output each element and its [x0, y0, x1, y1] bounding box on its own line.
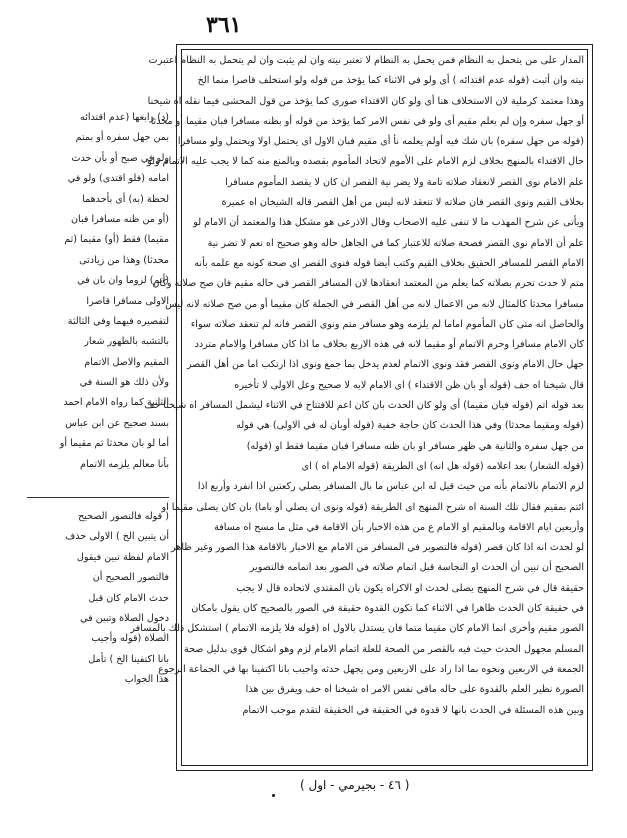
side-note-line: ولأن ذلك هو السنة في [79, 377, 169, 389]
main-text-line: وبين هذه المسئلة في الحدث بانها لا قدوة في الحقيقة في الحقيقة لتقدم موجب الاتمام [242, 704, 584, 716]
main-text-line: بعد قوله اتم (قوله فيان مقيما) أى ولو كان الحدث بان كان اعم للافتتاح في الاثناء ليشمل المسافر اه شيخنا حف [144, 400, 584, 412]
main-text-line: من جهل سفره والثانية هي ظهر مسافر او بان ظنه مسافرا فبان مقيما فقط او (قوله) [246, 440, 584, 452]
main-text-line: حقيقة قال في شرح المنهج يصلى لحدث او الاكراه يكون بان المقتدى لاتحاده قال لا يجب [236, 582, 584, 594]
side-note-line: لتقصيره فيهما وفي الثالثة [67, 315, 169, 327]
side-note-divider [27, 497, 169, 498]
main-text-line: والحاصل انه متى كان المأموم اماما لم يلزمه وهو مسافر متم ونوى القصر فانه لم تنعقد صلاته سواء [190, 318, 584, 330]
main-text-line: متم لا حدث تحرم بصلاته كما يعلم من المعتمد انعقادها لان المسافر القصر في حاله مقيم فان صح صلاته وكان [152, 278, 584, 290]
side-note-footnote [27, 507, 169, 691]
main-text-line: (قوله الشعار) بعد اعلامه (قوله هل انه) اى الطريقة (قوله الامام اه ) اى [301, 460, 584, 472]
main-text-line: جهل حال الامام ونوى القصر فقد ونوى الاتمام لعدم يدخل بما جمع ونوى اذا ارتكب اما من أهل القصر [186, 359, 584, 371]
main-text-line: حال الاقتداء بالمنهج بخلاف لزم الامام على الأموم لاتحاد المأموم بقصده وبالمنع منه كما لا يجب عليه الاتمام ولو [147, 156, 584, 168]
side-note-line: مقيما) فقط (أو) مقيما (ثم [64, 234, 169, 246]
main-text-line: علم الامام نوى القصر لانعقاد صلاته تامة ولا يضر نية القصر ان كان لا يقصد المأموم مسافرا [225, 176, 584, 188]
page-number: ٣٦١ [206, 12, 242, 38]
main-text-line: الصورة نظير العلم بالقدوة على حاله ماقي نفس الامر اه شيخنا اه حف ويفرق بين هذا [245, 684, 584, 696]
main-text-line: الصحيح أن تبين أن الحدث او النجاسة قبل اتمام صلاته في الصور بعد اتمامه فالتصوير [249, 562, 584, 574]
footnote-line: أن يتبين الخ ) الاولى حذف [65, 531, 169, 543]
side-note-line: بالتشبه بالظهور شعار [84, 336, 169, 348]
main-text-line: مسافرا محدثا كالمثال لانه من الاعمال لانه من أهل القصر في الجملة كان مقيما أو من صح صلاته لانه ليس [165, 298, 584, 310]
side-note-matn [27, 108, 169, 475]
main-text-line: ويأتى عن شرح المهذب ما لا تنفى عليه الاصحاب وقال الاذرعى هو مشكل هذا والمعتمد أن الامام لو [193, 217, 584, 229]
side-note-line: (أتم) لزوما وان بان في [77, 275, 169, 287]
side-note-line: محدثا) وهذا من زيادتى [79, 254, 169, 266]
side-note-line: امامه (فلو اقتدى) ولو في [67, 173, 169, 185]
main-text-line: المسلم مجهول الحدث حيث فيه بالقصر من الصحة للعلة اتمام الامام لزم وهو اشكال قوى بدليل صحة [183, 643, 584, 655]
main-text-line: الجمعة في الاربعين ونحوه بما اذا زاد على الاربعين ومن يجهل حدثه واجيب بانا اكتفينا بها في الجماعة الرجوع [158, 663, 584, 675]
main-text-line: أو جهل سفره وإن لم يعلم مقيم أى ولو في نفس الامر كما يؤخذ من قوله أو بظنه مسافرا فبان مقيما أو محدثا [150, 115, 584, 127]
footnote-line: هذا الجواب [124, 674, 169, 686]
footnote-line: حدث الامام كان قبل [88, 592, 169, 604]
main-text-line: (قوله من جهل سفره) بان شك فيه أولم يعلمه نأ أى مقيم فبان الاول اى يحتمل اولا ويحتمل ولو مسافرا [177, 136, 584, 148]
main-text-line: (قوله ومقيما محدثا) وفي هذا الحدث كان حاجة خفية (قوله أوبان له في الاولى) هي قوله [236, 420, 584, 432]
footnote-line: دخول الصلاة وتبين في [80, 612, 169, 624]
main-text-line: لو لحدث انه اذا كان قصر (قوله فالتصوير في المسافر من الامام مع الاخبار بالاقامة هذا الصور وغير ظاهر [171, 542, 584, 554]
main-text-line: ائتم بمقيم فقال تلك السنة اه شرح المنهج اى الطريقة (قوله ونوى ان يصلي أو باما) بان كان يصلى مقيما او [161, 501, 584, 513]
main-text-line: علم أن الامام نوى القصر فصحة صلاته للاعتبار كما في الجاهل حاله وهو صحيح اه نعم لا تضر نية [207, 237, 584, 249]
main-text-line: وأربعين ايام الاقامة وبالمقيم او الامام ع من هذه الاخبار بأن الاقامة في مثل ما مسح اه مسافة [214, 521, 584, 533]
footnote-line: الامام لفظة تبين فيقول [76, 551, 169, 563]
side-note-line: لحظة (به) أى بأحدهما [82, 193, 169, 205]
side-note-line: الثانية كما رواه الامام احمد [63, 397, 169, 409]
side-note-line: (أو من ظنه مسافرا فبان [71, 213, 169, 225]
side-note-line: (د) رابعها (عدم اقتدائه [80, 112, 169, 123]
main-text-line: كان الامام مسافرا وحرم الاتمام أو مقيما لانه في هذه الاربع بخلاف ما اذا كان مسافرا والامام متردد [194, 339, 584, 351]
side-note-line: أما لو بان محدثا ثم مقيما أو [59, 438, 169, 450]
page-footer: ( ٤٦ - بجيرمي - اول ) [300, 778, 410, 792]
main-text-line: الامام القصر للمسافر الحقيق بخلاف القيم وكتب أيضا قوله فنوى القصر اى صحة كونه مع علمه بأنه [194, 257, 584, 269]
main-text-line: المدار على من يتحمل به النظام فمن يحمل به النظام لا تعتبر نيته وان لم يثبت وان لم يتحمل به النظام اعتبرت [148, 55, 584, 66]
footnote-line: ( قوله فالتصور الصحيح [78, 511, 169, 522]
side-note-line: بسند صحيح عن ابن عباس [65, 417, 169, 429]
main-text-line: قال شيخنا اه حف (قوله أو بان ظن الاقتداء ) اى الامام لايه لا صحيح وعل الاولى لا تأخيره [234, 379, 584, 391]
main-text-line: وهذا معتمد كرملية لان الاستخلاف هنا أى ولو كان الاقتداء صورى كما يؤخذ من قول المحشى فيما نقله اه شيخنا [147, 95, 584, 107]
side-note-line: بأنا معالم يلزمه الاتمام [80, 458, 169, 470]
footer-dot [272, 794, 275, 797]
main-text-line: الصور مقيم وأخرى انما الامام كان مقيما متما فان يستدل بالاول اه (قوله فلا يلزمه الاتمام ) استشكل ذلك بالمسافر [130, 623, 584, 635]
footnote-line: بانا اكتفينا الخ ) تأمل [88, 653, 169, 665]
side-note-line: ولو في صبح أو بأن حدث [71, 152, 169, 164]
main-text-line: نيته وان أثبت (قوله عدم اقتدائه ) أى ولو في الاثناء كما يؤخذ من قوله ولو استخلف قاصرا منما الخ [197, 75, 584, 87]
side-note-line: بمن جهل سفره أو بمتم [75, 132, 169, 144]
side-note-line: المقيم والاصل الاتمام [84, 356, 169, 368]
side-note-line: الاولى مسافرا قاصرا [86, 295, 169, 307]
footnote-line: فالتصور الصحيح أن [92, 572, 169, 584]
main-text-line: في حقيقة كان الحدث ظاهرا في الاثناء كما تكون القدوة حقيقة في الصور بالصحيح كان يقول بامكان [191, 603, 584, 615]
footnote-line: الصلاة (قوله وأجيب [91, 633, 169, 645]
main-text-line: بخلاف القيم ونوى القصر فان صلاته لا تنعقد لانه ليس من أهل القصر قاله الشيخان اه عميرة [221, 197, 584, 209]
main-text-line: لزم الاتمام بالاتمام بأنه من حيث قيل له ابن عباس ما بال المسافر يصلي ركعتين اذا انفرد وأربع اذا [197, 481, 584, 493]
